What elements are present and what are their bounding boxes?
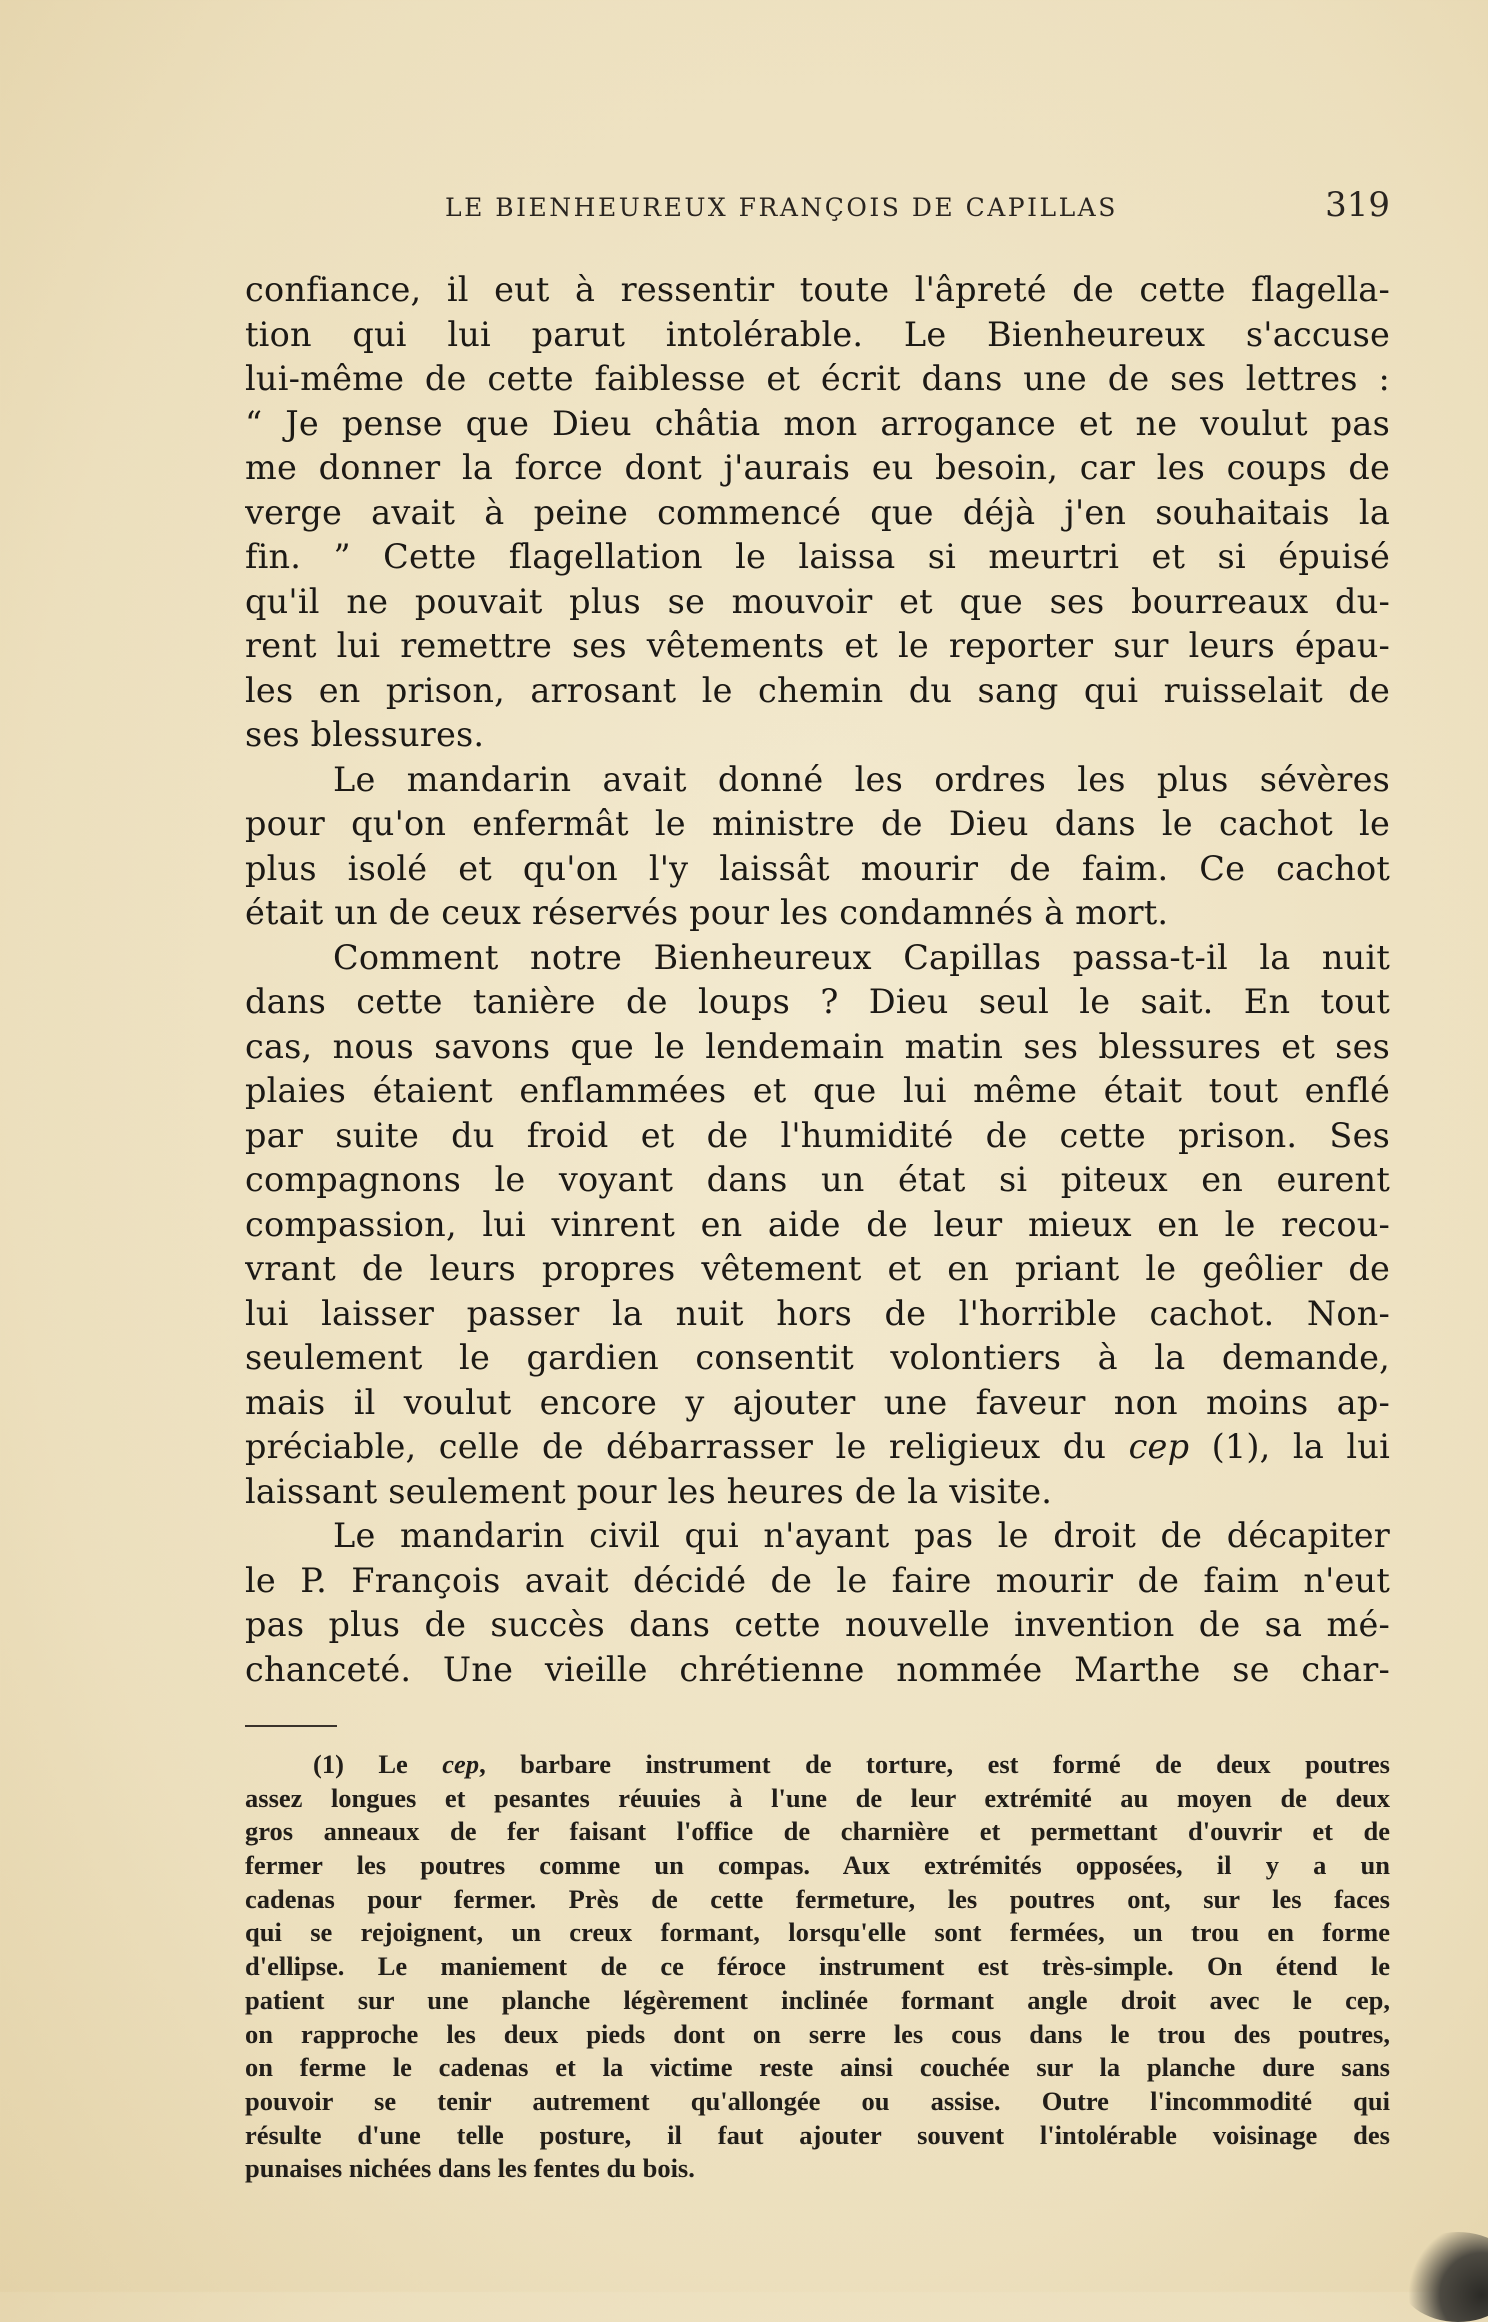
text-line: lui laisser passer la nuit hors de l'horrible cachot. Non- (245, 1293, 1390, 1333)
page-header (245, 185, 1390, 235)
footnote-line: cadenas pour fermer. Près de cette fermeture, les poutres ont, sur les faces (245, 1883, 1390, 1914)
footnote-divider (245, 1725, 337, 1727)
italic-word: cep (442, 1749, 480, 1779)
footnote-line: gros anneaux de fer faisant l'office de charnière et permettant d'ouvrir et de (245, 1816, 1390, 1847)
footnote-line (245, 1748, 1390, 1782)
show-through-text (1150, 140, 1380, 170)
running-title: LE BIENHEUREUX FRANÇOIS DE CAPILLAS (445, 193, 1118, 222)
text-line: compagnons le voyant dans un état si piteux en eurent (245, 1160, 1390, 1199)
text-line: par suite du froid et de l'humidité de cette prison. Ses (245, 1115, 1390, 1155)
text-line: plaies étaient enflammées et que lui même était tout enflé (245, 1071, 1390, 1110)
footnote-line: on ferme le cadenas et la victime reste ainsi couchée sur la planche dure sans (245, 2052, 1390, 2083)
footnote-line: d'ellipse. Le maniement de ce féroce instrument est très-simple. On étend le (245, 1951, 1390, 1982)
text-line: confiance, il eut à ressentir toute l'âpreté de cette flagella- (245, 270, 1390, 309)
text-line: cas, nous savons que le lendemain matin ses blessures et ses (245, 1026, 1390, 1066)
text-line: était un de ceux réservés pour les condamnés à mort. (245, 893, 1169, 932)
paragraph-start: Le mandarin civil qui n'ayant pas le droit de décapiter (333, 1516, 1390, 1555)
text-line: mais il voulut encore y ajouter une faveur non moins ap- (245, 1382, 1390, 1422)
footnote (245, 1748, 1390, 2186)
page-number: 319 (1325, 185, 1390, 225)
footnote-line: qui se rejoignent, un creux formant, lorsqu'elle sont fermées, un trou en forme (245, 1917, 1390, 1948)
paragraph-start: Le mandarin avait donné les ordres les plus sévères (333, 759, 1390, 799)
text-line: chanceté. Une vieille chrétienne nommée Marthe se char- (245, 1649, 1390, 1689)
text-line: verge avait à peine commencé que déjà j'en souhaitais la (245, 492, 1390, 532)
text-line: ses blessures. (245, 715, 485, 754)
text-line: pas plus de succès dans cette nouvelle invention de sa mé- (245, 1605, 1390, 1644)
text-line: lui-même de cette faiblesse et écrit dans une de ses lettres : (245, 359, 1390, 398)
footnote-reference: (1), la lui (1189, 1427, 1390, 1466)
text-line: laissant seulement pour les heures de la visite. (245, 1471, 1053, 1511)
text-line: compassion, lui vinrent en aide de leur mieux en le recou- (245, 1204, 1390, 1244)
text-line: seulement le gardien consentit volontiers à la demande, (245, 1338, 1390, 1377)
text-line: le P. François avait décidé de le faire mourir de faim n'eut (245, 1560, 1390, 1600)
text-line: qu'il ne pouvait plus se mouvoir et que ses bourreaux du- (245, 581, 1390, 621)
text-line: rent lui remettre ses vêtements et le reporter sur leurs épau- (245, 626, 1390, 665)
footnote-line: patient sur une planche légèrement inclinée formant angle droit avec le cep, (245, 1984, 1390, 2015)
text-line: les en prison, arrosant le chemin du sang qui ruisselait de (245, 670, 1390, 710)
text-line: me donner la force dont j'aurais eu besoin, car les coups de (245, 448, 1390, 487)
footnote-marker: (1) Le (313, 1749, 443, 1779)
paragraph-start: Comment notre Bienheureux Capillas passa-t-il la nuit (333, 937, 1390, 977)
italic-word: cep (1128, 1427, 1190, 1466)
footnote-line: pouvoir se tenir autrement qu'allongée ou assise. Outre l'incommodité qui (245, 2085, 1390, 2116)
text-line: tion qui lui parut intolérable. Le Bienheureux s'accuse (245, 314, 1390, 354)
footnote-line: fermer les poutres comme un compas. Aux extrémités opposées, il y a un (245, 1850, 1390, 1881)
text-line-with-footnote-ref (245, 1425, 1390, 1470)
footnote-line: assez longues et pesantes réuuies à l'une de leur extrémité au moyen de deux (245, 1782, 1390, 1813)
footnote-line: punaises nichées dans les fentes du bois. (245, 2153, 695, 2184)
corner-shadow (1398, 2232, 1488, 2322)
text-line: fin. ” Cette flagellation le laissa si meurtri et si épuisé (245, 537, 1390, 576)
text-line: dans cette tanière de loups ? Dieu seul le sait. En tout (245, 982, 1390, 1021)
body-text (245, 268, 1390, 1692)
footnote-line: on rapproche les deux pieds dont on serre les cous dans le trou des poutres, (245, 2018, 1390, 2049)
text-line: “ Je pense que Dieu châtia mon arrogance et ne voulut pas (245, 403, 1390, 443)
text-fragment: préciable, celle de débarrasser le religieux du (245, 1427, 1107, 1466)
text-line: vrant de leurs propres vêtement et en priant le geôlier de (245, 1249, 1390, 1288)
text-line: pour qu'on enfermât le ministre de Dieu dans le cachot le (245, 804, 1390, 843)
text-line: plus isolé et qu'on l'y laissât mourir de faim. Ce cachot (245, 848, 1390, 888)
footnote-line: résulte d'une telle posture, il faut ajouter souvent l'intolérable voisinage des (245, 2119, 1390, 2150)
footnote-text: , barbare instrument de torture, est formé de deux poutres (479, 1749, 1390, 1779)
